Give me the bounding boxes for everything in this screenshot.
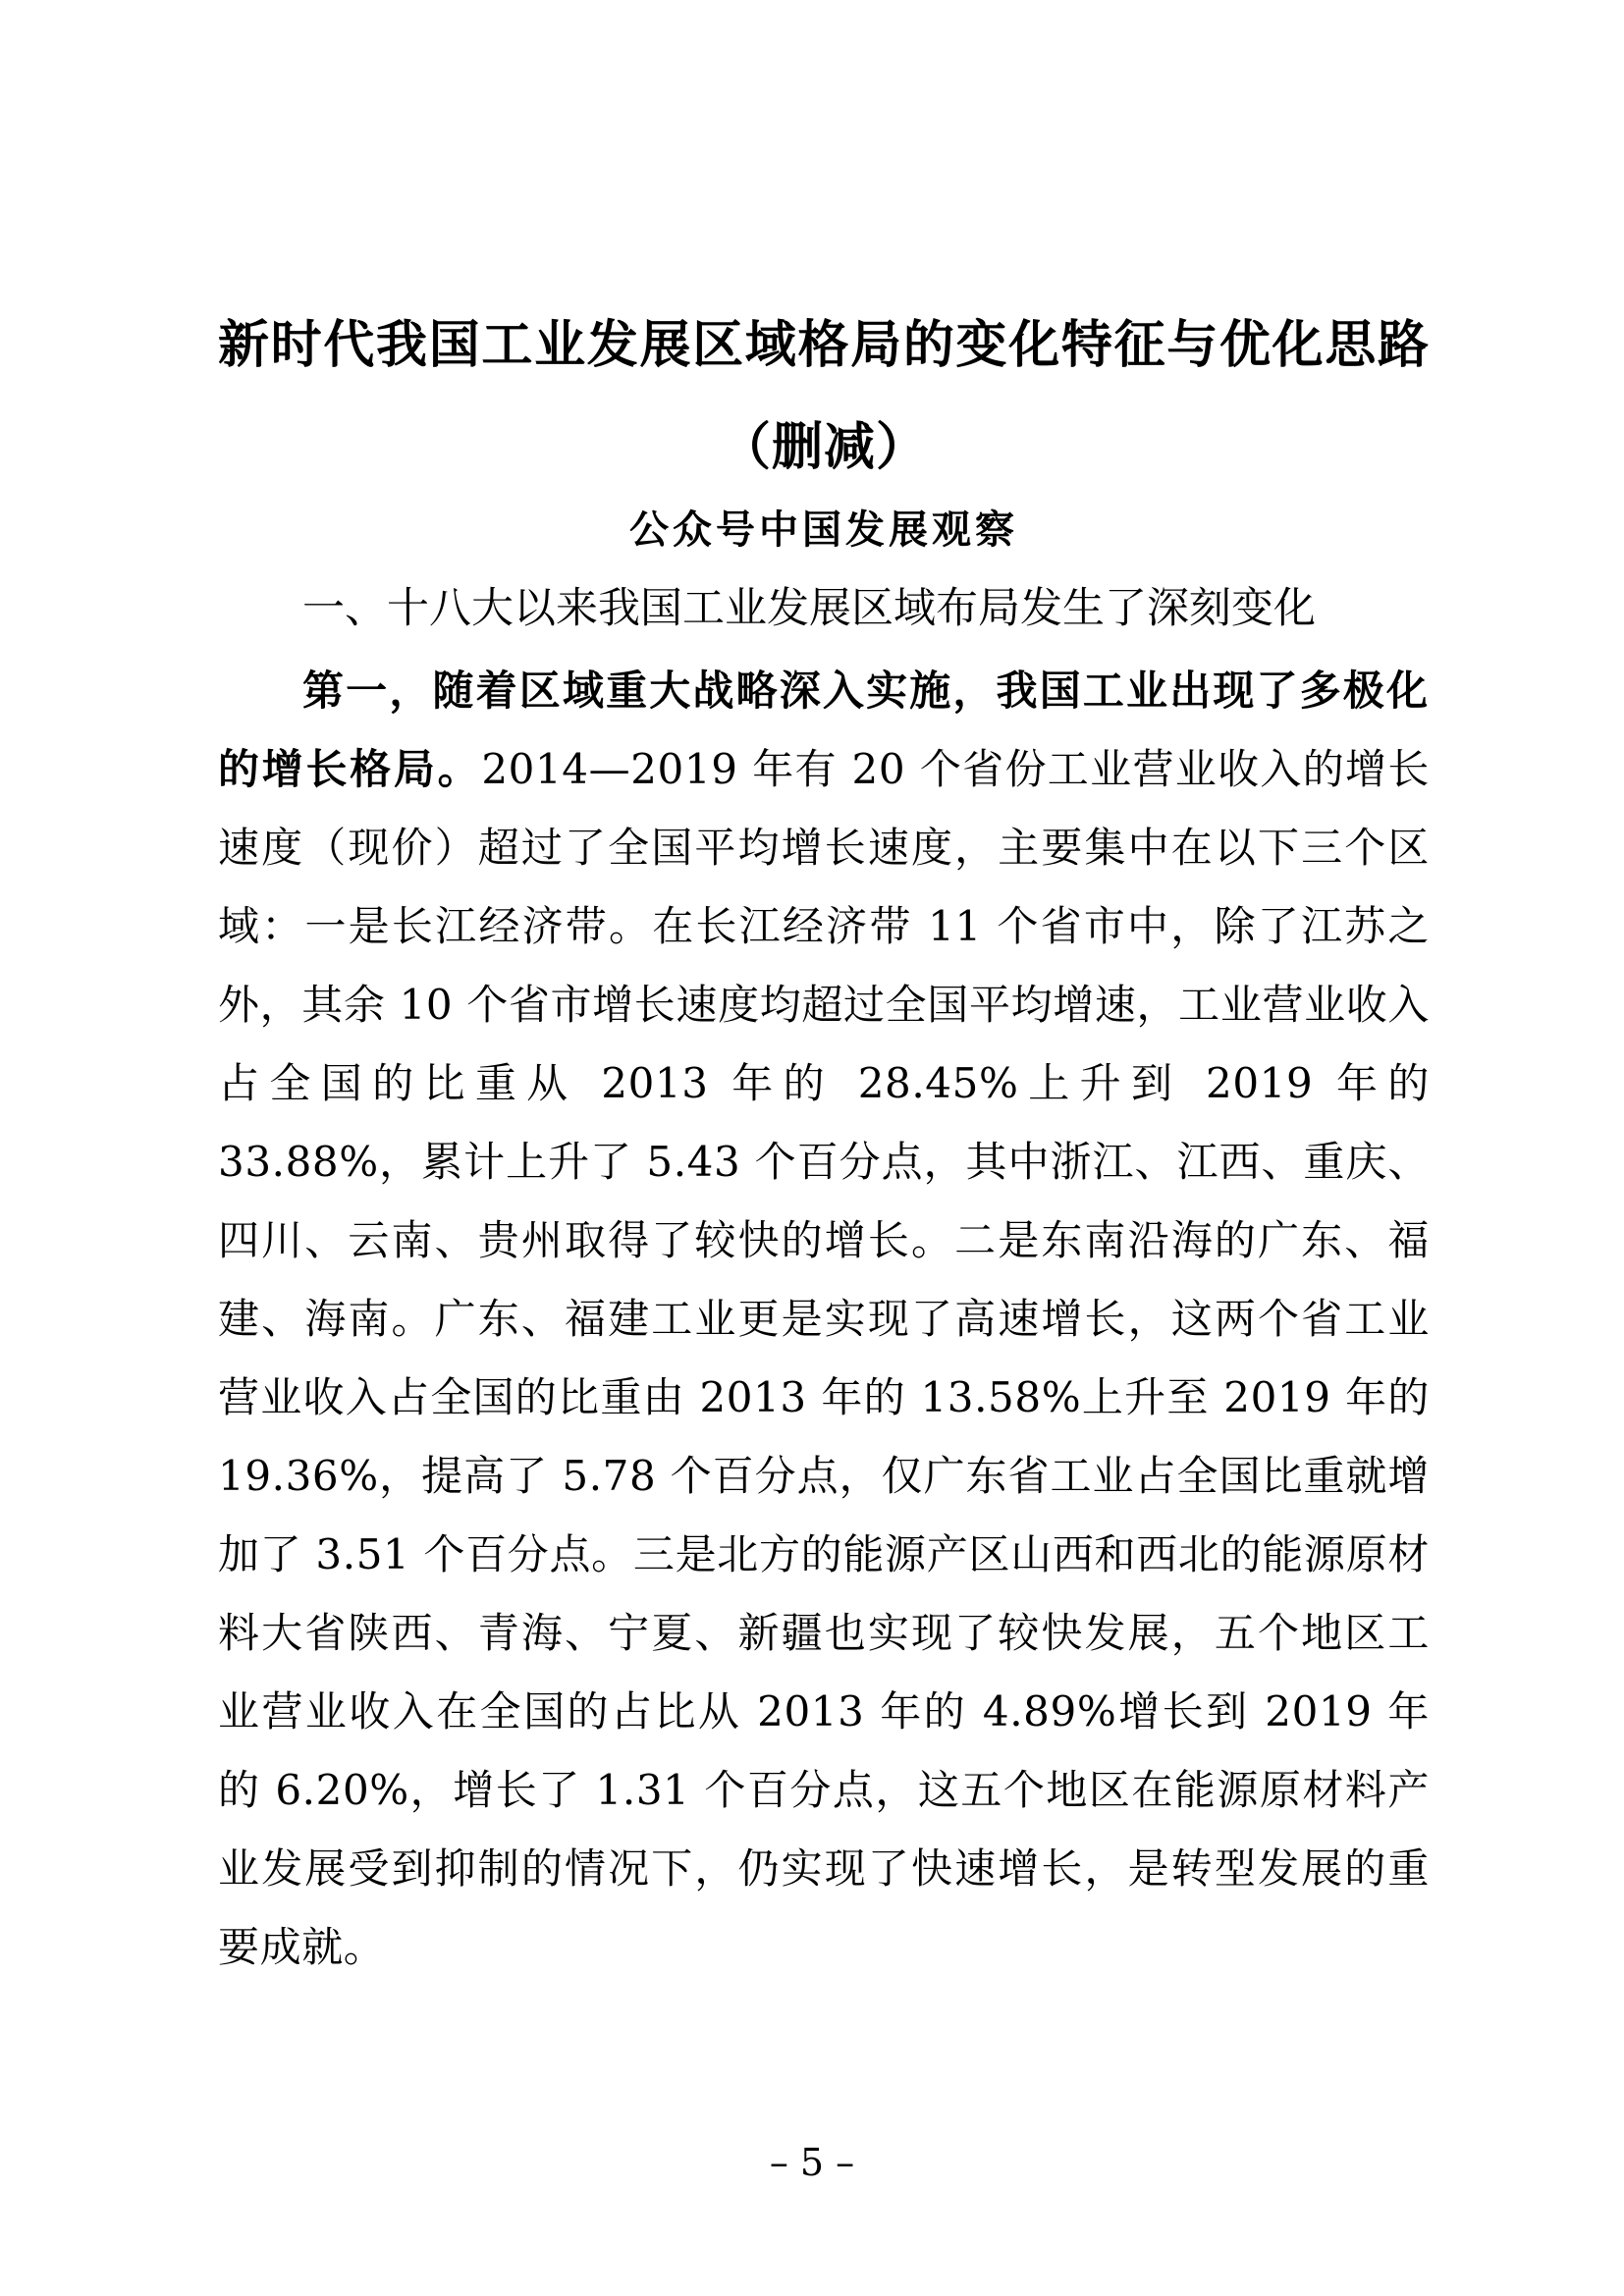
body-paragraph (218, 652, 1430, 1987)
section-heading: 一、十八大以来我国工业发展区域布局发生了深刻变化 (302, 584, 1316, 633)
source-line: 公众号中国发展观察 (629, 507, 1018, 553)
paragraph-lead: 第一，随着区域重大战略深入实施，我国工业出现了多极化的增长格局。 (218, 667, 1430, 793)
document-title: 新时代我国工业发展区域格局的变化特征与优化思路（删减） (218, 316, 1430, 477)
page-number: – 5 – (769, 2141, 855, 2184)
paragraph-body: 2014—2019 年有 20 个省份工业营业收入的增长速度（现价）超过了全国平均增长速度，主要集中在以下三个区域：一是长江经济带。在长江经济带 11 个省市中，除了江苏之外，其余 10 个省市增长速度均超过全国平均增速，工业营业收入占全国的比重从 2013 年的 28.45%上升到 2019 年的 33.88%，累计上升了 5.43 个百分点，其中浙江、江西、重庆、四川、云南、贵州取得了较快的增长。二是东南沿海的广东、福建、海南。广东、福建工业更是实现了高速增长，这两个省工业营业收入占全国的比重由 2013 年的 13.58%上升至 2019 年的 19.36%，提高了 5.78 个百分点，仅广东省工业占全国比重就增加了 3.51 个百分点。三是北方的能源产区山西和西北的能源原材料大省陕西、青海、宁夏、新疆也实现了较快发展，五个地区工业营业收入在全国的占比从 2013 年的 4.89%增长到 2019 年的 6.20%，增长了 1.31 个百分点，这五个地区在能源原材料产业发展受到抑制的情况下，仍实现了快速增长，是转型发展的重要成就。 (218, 745, 1430, 1971)
